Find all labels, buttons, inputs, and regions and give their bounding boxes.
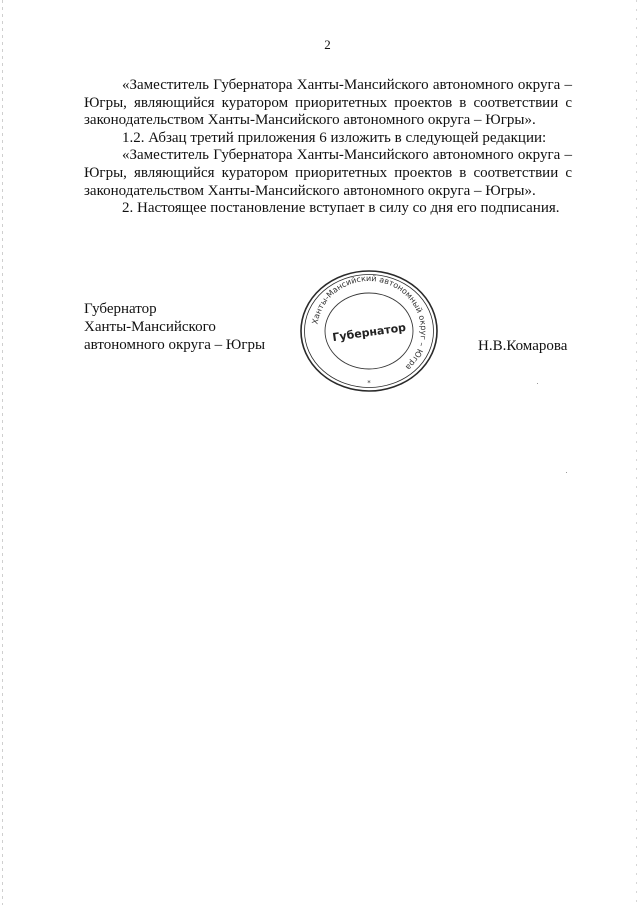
paragraph-item-2: 2. Настоящее постановление вступает в силу со дня его подписания. [122,200,560,217]
scan-edge-right [636,0,637,905]
signatory-title [84,300,265,354]
scan-speck [537,383,538,384]
paragraph-quote-1: «Заместитель Губернатора Ханты-Мансийского автономного округа – Югры, являющийся куратором приоритетных проектов в соответствии с законодательством Ханты-Мансийского автономного округа – Югры». [84,77,572,129]
document-body [84,77,572,218]
page-number: 2 [324,37,331,52]
official-seal-stamp [298,268,440,394]
seal-center-text: Губернатор [331,320,407,345]
scan-speck [566,472,567,473]
signatory-name: Н.В.Комарова [478,338,568,354]
paragraph-item-1-2: 1.2. Абзац третий приложения 6 изложить в следующей редакции: [122,129,547,146]
signatory-title-line-3: автономного округа – Югры [84,337,266,353]
signatory-title-line-2: Ханты-Мансийского [84,319,216,335]
seal-outer-text: Ханты-Мансийский автономный округ – Югра [310,273,429,372]
signatory-title-line-1: Губернатор [84,301,157,317]
seal-star-icon: * [367,379,371,387]
paragraph-quote-2: «Заместитель Губернатора Ханты-Мансийского автономного округа – Югры, являющийся куратором приоритетных проектов в соответствии с законодательством Ханты-Мансийского автономного округа – Югры». [84,147,572,199]
scan-edge-left [2,0,3,905]
